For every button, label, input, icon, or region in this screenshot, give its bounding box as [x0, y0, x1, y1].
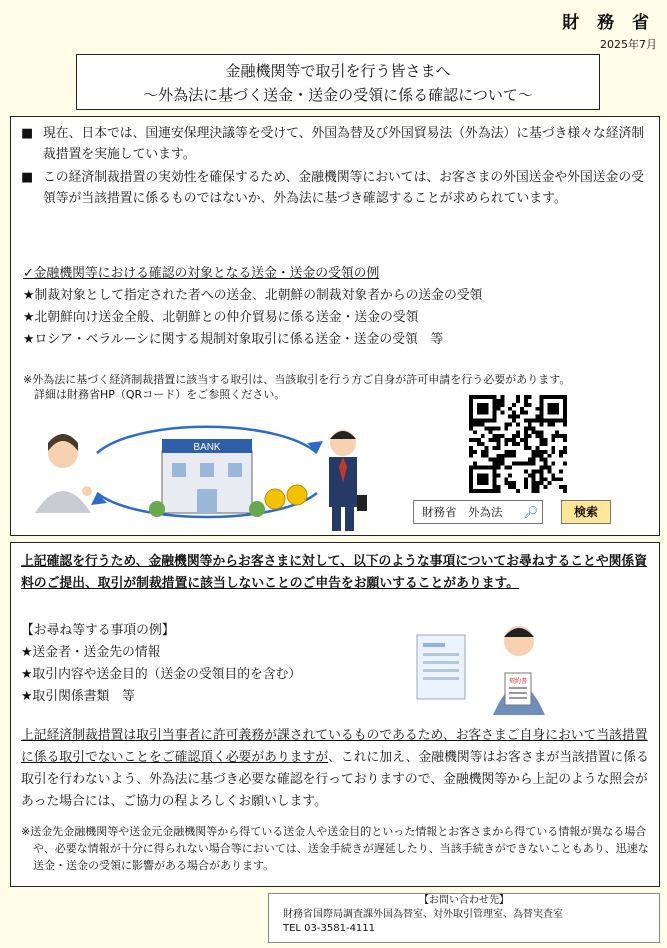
contact-phone: TEL 03-3581-4111 — [283, 923, 376, 934]
example-item: ★制裁対象として指定された者への送金、北朝鮮の制裁対象者からの送金の受領 — [23, 288, 483, 303]
contact-box — [268, 893, 660, 943]
example-item: ★取引関係書類 等 — [21, 689, 135, 704]
search-icon: 🔎︎ — [523, 505, 538, 519]
square-bullet-icon: ■ — [21, 170, 34, 185]
example-item: ★取引内容や送金目的（送金の受領目的を含む） — [21, 667, 302, 682]
contract-card-label: 契約書 — [508, 678, 528, 685]
ministry-name: 財 務 省 — [562, 13, 655, 33]
contact-title: 【お問い合わせ先】 — [419, 895, 509, 906]
title-box — [76, 54, 600, 110]
example-item: ★北朝鮮向け送金全般、北朝鮮との仲介貿易に係る送金・送金の受領 — [23, 310, 419, 325]
underlined-text: 上記経済制裁措置は取引当事者に許可義務が課されているものであるため、お客さまご自身において当該措置に係る取引でないことをご確認頂く必要がありますが — [21, 728, 648, 765]
bullet-paragraph — [21, 167, 651, 209]
section-heading: ✓金融機関等における確認の対象となる送金・送金の受領の例 — [23, 266, 380, 281]
square-bullet-icon: ■ — [21, 126, 34, 141]
example-item: ★送金者・送金先の情報 — [21, 645, 161, 660]
contact-department: 財務省国際局調査課外国為替室、対外取引管理室、為替実査室 — [283, 909, 563, 920]
qr-code[interactable] — [469, 395, 567, 493]
overview-box — [10, 116, 660, 536]
search-box[interactable] — [413, 500, 543, 524]
bank-sign: BANK — [193, 442, 221, 453]
request-statement: 上記確認を行うため、金融機関等からお客さまに対して、以下のような事項についてお尋ねすることや関係資料のご提出、取引が制裁措置に該当しないことのご申告をお願いすることがあります。 — [21, 554, 648, 591]
bullet-paragraph — [21, 123, 651, 165]
note-line: 詳細は財務省HP（QRコード）をご参照ください。 — [23, 388, 286, 401]
title-line2: ～外為法に基づく送金・送金の受領に係る確認について～ — [143, 86, 533, 104]
note-line: ※外為法に基づく経済制裁措置に該当する取引は、当該取引を行う方ご自身が許可申請を行う必要があります。 — [23, 373, 571, 386]
document-illustration — [413, 615, 563, 715]
title-line1: 金融機関等で取引を行う皆さまへ — [225, 62, 451, 80]
examples-heading: 【お尋ね等する事項の例】 — [21, 623, 175, 638]
cooperation-paragraph — [21, 725, 653, 813]
search-button[interactable]: 検索 — [561, 500, 611, 524]
remittance-note: ※送金先金融機関等や送金元金融機関等から得ている送金人や送金目的といった情報とお客さまから得ている情報が異なる場合や、必要な情報が十分に得られない場合等においては、送金手続きが遅延したり、当該手続きができないこともあり、迅速な送金・送金の受領に影響がある場合があります。 — [21, 825, 649, 872]
bullet-text: この経済制裁措置の実効性を確保するため、金融機関等においては、お客さまの外国送金や外国送金の受領等が当該措置に係るものではないか、外為法に基づき確認することが求められています。 — [43, 170, 644, 206]
inquiry-box — [10, 542, 660, 887]
example-item: ★ロシア・ベラルーシに関する規制対象取引に係る送金・送金の受領 等 — [23, 332, 444, 347]
search-query: 財務省 外為法 — [422, 505, 503, 519]
paragraph-text: 、これに加え、金融機関等はお客さまが当該措置に係る取引を行わないよう、外為法に基づき必要な確認を行っておりますので、金融機関等から上記のような照会があった場合には、ご協力の程よろしくお願いします。 — [21, 750, 649, 809]
issue-date: 2025年7月 — [600, 38, 657, 51]
bullet-text: 現在、日本では、国連安保理決議等を受けて、外国為替及び外国貿易法（外為法）に基づき様々な経済制裁措置を実施しています。 — [43, 126, 645, 162]
remittance-illustration — [27, 413, 387, 533]
